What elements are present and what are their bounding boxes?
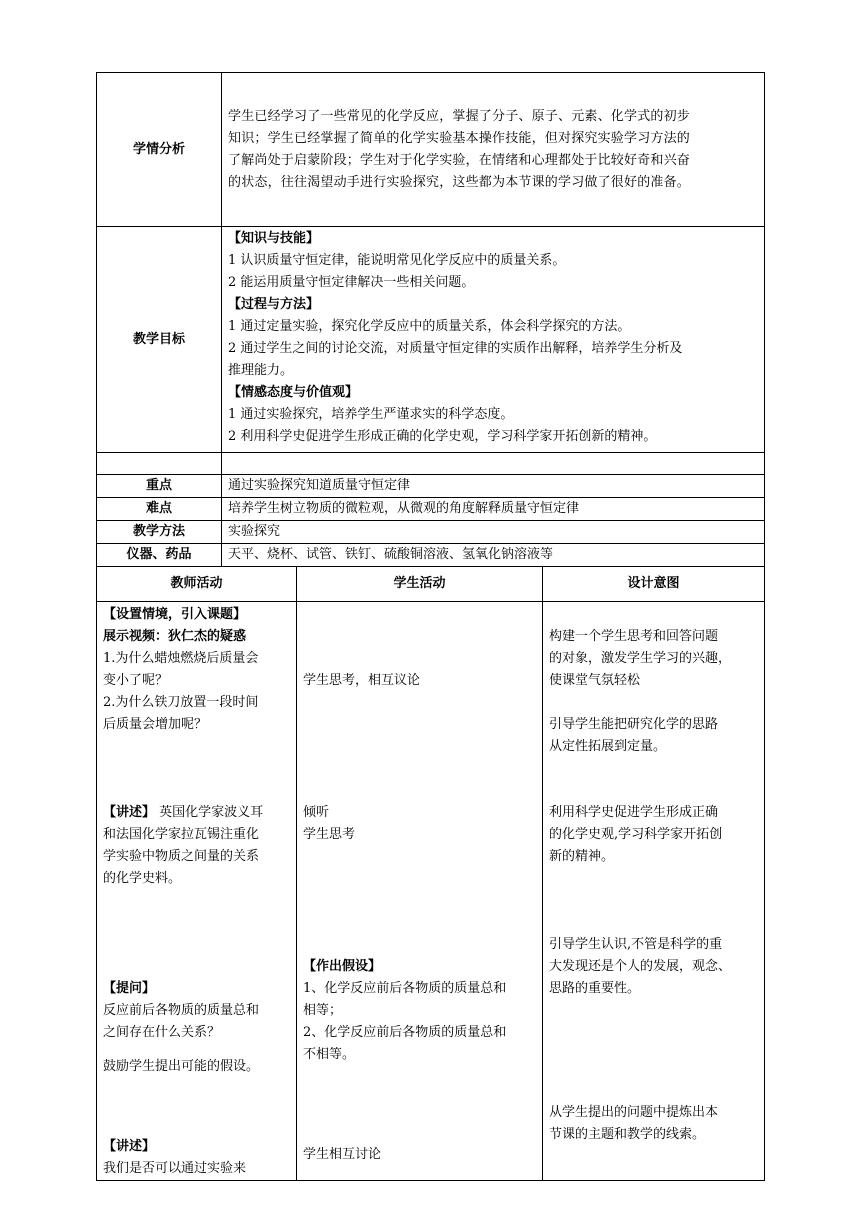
spacer — [303, 648, 536, 670]
key-point-label: 重点 — [97, 475, 222, 498]
process-heading: 【过程与方法】 — [228, 297, 320, 312]
activity-content-row — [97, 602, 765, 1181]
teacher-line: 之间存在什么关系？ — [103, 1025, 221, 1040]
analysis-line: 的状态，往往渴望动手进行实验探究，这些都为本节课的学习做了很好的准备。 — [228, 174, 691, 190]
analysis-line: 了解尚处于启蒙阶段；学生对于化学实验，在情绪和心理都处于比较好奇和兴奋 — [228, 152, 691, 168]
design-line: 引导学生认识,不管是科学的重 — [549, 937, 723, 952]
design-line: 的对象，激发学生学习的兴趣， — [549, 651, 732, 666]
teacher-line: 【设置情境，引入课题】 — [103, 607, 247, 622]
difficulty-value: 培养学生树立物质的微粒观，从微观的角度解释质量守恒定律 — [222, 498, 765, 521]
student-activity-header: 学生活动 — [297, 567, 543, 602]
design-line: 新的精神。 — [549, 849, 615, 864]
design-line: 使课堂气氛轻松 — [549, 673, 641, 688]
design-line: 的化学史观,学习科学家开拓创 — [549, 827, 723, 842]
spacer — [549, 604, 758, 626]
spacer — [549, 692, 758, 714]
spacer — [303, 758, 536, 780]
teacher-line: 我们是否可以通过实验来 — [103, 1161, 247, 1176]
teacher-line: 的化学史料。 — [103, 871, 182, 886]
spacer — [103, 1100, 290, 1122]
teacher-line: 【讲述】 — [103, 1139, 156, 1154]
design-line: 从定性拓展到定量。 — [549, 739, 667, 754]
equipment-label: 仪器、药品 — [97, 544, 222, 567]
teacher-line: 【提问】 — [103, 981, 156, 996]
spacer — [303, 714, 536, 736]
spacer — [549, 890, 758, 912]
key-point-row — [97, 475, 765, 498]
process-item: 2 通过学生之间的讨论交流，对质量守恒定律的实质作出解释，培养学生分析及 — [228, 341, 683, 356]
spacer — [103, 1122, 290, 1136]
method-row — [97, 521, 765, 544]
student-line: 【作出假设】 — [303, 959, 382, 974]
empty-cell — [222, 453, 765, 475]
student-line: 不相等。 — [303, 1047, 356, 1062]
teacher-line: 1.为什么蜡烛燃烧后质量会 — [103, 651, 259, 666]
spacer — [103, 758, 290, 780]
student-line: 1、化学反应前后各物质的质量总和 — [303, 981, 507, 996]
spacer — [303, 692, 536, 714]
spacer — [103, 1078, 290, 1100]
knowledge-item: 1 认识质量守恒定律，能说明常见化学反应中的质量关系。 — [228, 253, 566, 268]
spacer — [103, 890, 290, 912]
equipment-value: 天平、烧杯、试管、铁钉、硫酸铜溶液、氢氧化钠溶液等 — [222, 544, 765, 567]
teacher-line: 鼓励学生提出可能的假设。 — [103, 1059, 260, 1074]
process-item-cont: 推理能力。 — [228, 363, 294, 378]
knowledge-heading: 【知识与技能】 — [228, 231, 320, 246]
teacher-line: 反应前后各物质的质量总和 — [103, 1003, 260, 1018]
empty-cell — [97, 453, 222, 475]
teacher-activity-cell — [97, 602, 297, 1181]
design-line: 节课的主题和教学的线索。 — [549, 1127, 706, 1142]
student-analysis-content — [222, 73, 765, 227]
attitude-item: 1 通过实验探究，培养学生严谨求实的科学态度。 — [228, 407, 514, 422]
design-line: 思路的重要性。 — [549, 981, 641, 996]
teacher-line: 和法国化学家拉瓦锡注重化 — [103, 827, 260, 842]
student-line: 相等； — [303, 1003, 343, 1018]
spacer — [549, 1000, 758, 1022]
student-line: 学生思考，相互议论 — [303, 673, 421, 688]
design-line: 构建一个学生思考和回答问题 — [549, 629, 719, 644]
spacer — [549, 868, 758, 890]
teacher-activity-header: 教师活动 — [97, 567, 297, 602]
teacher-text: 英国化学家波义耳 — [159, 805, 264, 820]
spacer — [303, 890, 536, 912]
spacer — [303, 626, 536, 648]
spacer — [303, 604, 536, 626]
teacher-line: 变小了呢？ — [103, 673, 169, 688]
student-line: 学生思考 — [303, 827, 356, 842]
lesson-plan-page — [96, 72, 764, 1181]
analysis-line: 学生已经学习了一些常见的化学反应，掌握了分子、原子、元素、化学式的初步 — [228, 108, 691, 124]
spacer — [549, 780, 758, 802]
design-line: 大发现还是个人的发展，观念、 — [549, 959, 732, 974]
design-line: 利用科学史促进学生形成正确 — [549, 805, 719, 820]
teacher-tag: 【讲述】 — [103, 805, 156, 820]
teacher-line: 后质量会增加呢？ — [103, 717, 208, 732]
teacher-line: 2.为什么铁刀放置一段时间 — [103, 695, 259, 710]
spacer — [303, 1066, 536, 1088]
empty-row — [97, 453, 765, 475]
spacer — [303, 1088, 536, 1110]
spacer — [103, 780, 290, 802]
design-line: 从学生提出的问题中提炼出本 — [549, 1105, 719, 1120]
spacer — [549, 1088, 758, 1102]
student-line: 学生相互讨论 — [303, 1147, 382, 1162]
spacer — [303, 1110, 536, 1124]
objectives-label: 教学目标 — [97, 227, 222, 453]
process-item: 1 通过定量实验，探究化学反应中的质量关系，体会科学探究的方法。 — [228, 319, 631, 334]
teacher-line: 展示视频：狄仁杰的疑惑 — [103, 629, 247, 644]
spacer — [303, 780, 536, 802]
spacer — [549, 1066, 758, 1088]
spacer — [103, 912, 290, 934]
difficulty-row — [97, 498, 765, 521]
student-line: 2、化学反应前后各物质的质量总和 — [303, 1025, 507, 1040]
activity-header-row — [97, 567, 765, 602]
spacer — [549, 1044, 758, 1066]
teacher-line — [103, 802, 290, 824]
design-intent-cell — [543, 602, 765, 1181]
student-activity-cell — [297, 602, 543, 1181]
objectives-row — [97, 227, 765, 453]
spacer — [549, 1022, 758, 1044]
attitude-item: 2 利用科学史促进学生形成正确的化学史观，学习科学家开拓创新的精神。 — [228, 429, 657, 444]
equipment-row — [97, 544, 765, 567]
spacer — [549, 758, 758, 780]
method-label: 教学方法 — [97, 521, 222, 544]
attitude-heading: 【情感态度与价值观】 — [228, 385, 359, 400]
knowledge-item: 2 能运用质量守恒定律解决一些相关问题。 — [228, 275, 475, 290]
spacer — [303, 736, 536, 758]
design-line: 引导学生能把研究化学的思路 — [549, 717, 719, 732]
teacher-line: 学实验中物质之间量的关系 — [103, 849, 260, 864]
spacer — [103, 736, 290, 758]
method-value: 实验探究 — [222, 521, 765, 544]
spacer — [303, 846, 536, 868]
student-analysis-row — [97, 73, 765, 227]
analysis-line: 知识；学生已经掌握了简单的化学实验基本操作技能，但对探究实验学习方法的 — [228, 130, 691, 146]
student-analysis-label: 学情分析 — [97, 73, 222, 227]
spacer — [549, 912, 758, 934]
spacer — [103, 934, 290, 956]
spacer — [303, 934, 536, 956]
key-point-value: 通过实验探究知道质量守恒定律 — [222, 475, 765, 498]
spacer — [303, 912, 536, 934]
activity-table — [96, 566, 765, 1181]
objectives-content — [222, 227, 765, 453]
overview-table — [96, 72, 765, 567]
spacer — [303, 868, 536, 890]
student-line: 倾听 — [303, 805, 330, 820]
spacer — [103, 956, 290, 978]
design-intent-header: 设计意图 — [543, 567, 765, 602]
difficulty-label: 难点 — [97, 498, 222, 521]
spacer — [103, 1044, 290, 1056]
